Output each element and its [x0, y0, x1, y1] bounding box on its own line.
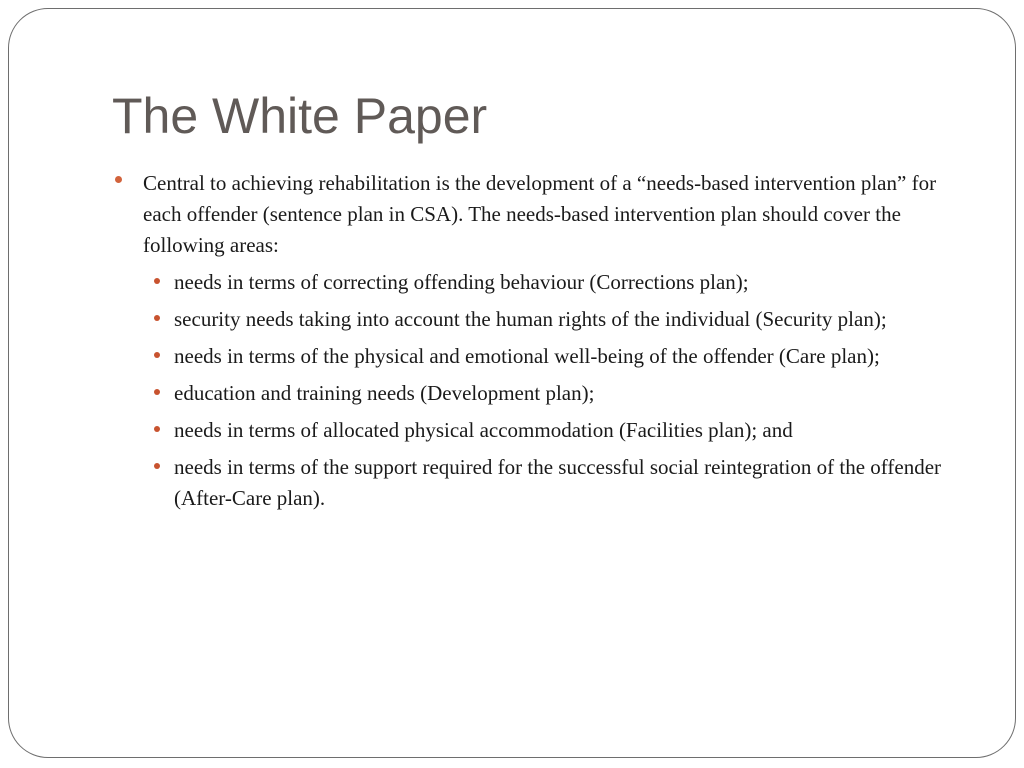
sub-bullet-list: [143, 267, 973, 514]
bullet-dot-icon: [154, 426, 160, 432]
sub-bullet-after-care: [174, 452, 973, 514]
sub-bullet-care: [174, 341, 973, 372]
main-bullet-text: Central to achieving rehabilitation is the development of a “needs-based intervention plan” for each offender (sentence plan in CSA). The needs-based intervention plan should cover the following areas:: [143, 171, 937, 257]
sub-bullet-security: [174, 304, 973, 335]
sub-bullet-text: needs in terms of the support required for the successful social reintegration of the offender (After-Care plan).: [174, 455, 942, 510]
sub-bullet-corrections: [174, 267, 973, 298]
sub-bullet-text: needs in terms of the physical and emotional well-being of the offender (Care plan);: [174, 344, 880, 368]
sub-bullet-text: needs in terms of allocated physical accommodation (Facilities plan); and: [174, 418, 793, 442]
bullet-dot-icon: [154, 389, 160, 395]
sub-bullet-text: needs in terms of correcting offending behaviour (Corrections plan);: [174, 270, 749, 294]
main-bullet: [143, 168, 973, 261]
bullet-dot-icon: [154, 463, 160, 469]
sub-bullet-development: [174, 378, 973, 409]
bullet-dot-icon: [154, 278, 160, 284]
sub-bullet-facilities: [174, 415, 973, 446]
slide-title: The White Paper: [112, 88, 488, 144]
sub-bullet-text: security needs taking into account the human rights of the individual (Security plan);: [174, 307, 887, 331]
bullet-dot-icon: [115, 176, 122, 183]
bullet-dot-icon: [154, 315, 160, 321]
bullet-dot-icon: [154, 352, 160, 358]
sub-bullet-text: education and training needs (Development plan);: [174, 381, 595, 405]
slide-content: [143, 168, 973, 520]
